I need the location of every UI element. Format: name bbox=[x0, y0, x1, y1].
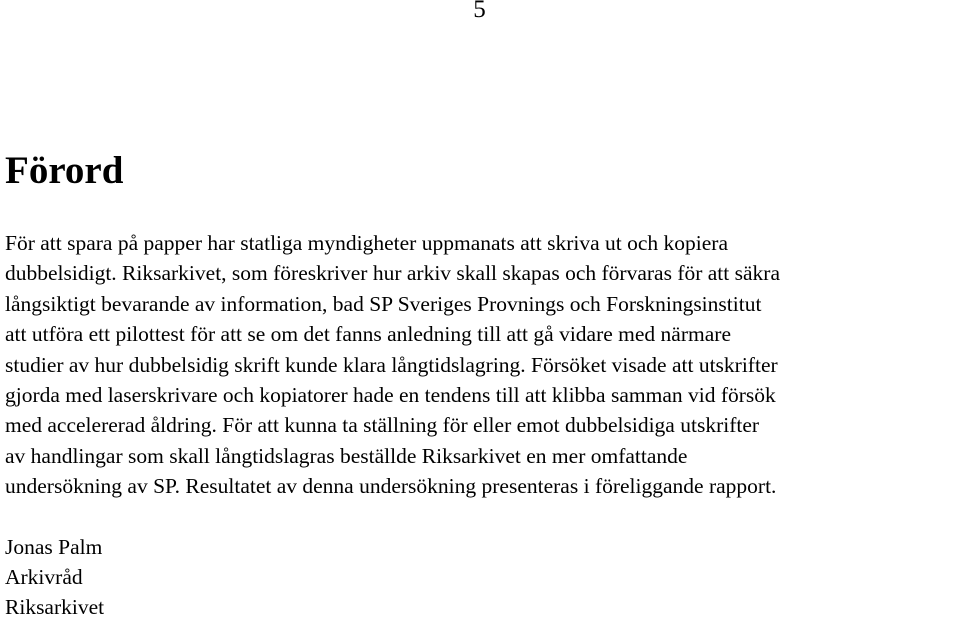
paragraph-line: För att spara på papper har statliga myndigheter uppmanats att skriva ut och kopiera bbox=[5, 231, 729, 255]
page-title: Förord bbox=[5, 149, 124, 192]
page-number: 5 bbox=[473, 0, 486, 23]
paragraph-line: med accelererad åldring. För att kunna ta ställning för eller emot dubbelsidiga utskrifter bbox=[5, 413, 760, 438]
paragraph-line: av handlingar som skall långtidslagras beställde Riksarkivet en mer omfattande bbox=[5, 443, 688, 468]
paragraph-line: att utföra ett pilottest för att se om det fanns anledning till att gå vidare med närmare bbox=[5, 322, 731, 347]
signature-block bbox=[5, 532, 104, 622]
paragraph-line: dubbelsidigt. Riksarkivet, som föreskriver hur arkiv skall skapas och förvaras för att säkra bbox=[5, 261, 780, 286]
paragraph-line: undersökning av SP. Resultatet av denna undersökning presenteras i föreliggande rapport. bbox=[5, 474, 777, 499]
paragraph-line: gjorda med laserskrivare och kopiatorer hade en tendens till att klibba samman vid försök bbox=[5, 383, 776, 408]
signature-organization: Riksarkivet bbox=[5, 595, 105, 619]
paragraph-line: långsiktigt bevarande av information, bad SP Sveriges Provnings och Forskningsinstitut bbox=[5, 291, 762, 316]
signature-name: Jonas Palm bbox=[5, 535, 103, 559]
paragraph-line: studier av hur dubbelsidig skrift kunde klara långtidslagring. Försöket visade att utskrifter bbox=[5, 352, 778, 377]
signature-title: Arkivråd bbox=[5, 565, 83, 589]
preface-paragraph bbox=[5, 228, 959, 502]
